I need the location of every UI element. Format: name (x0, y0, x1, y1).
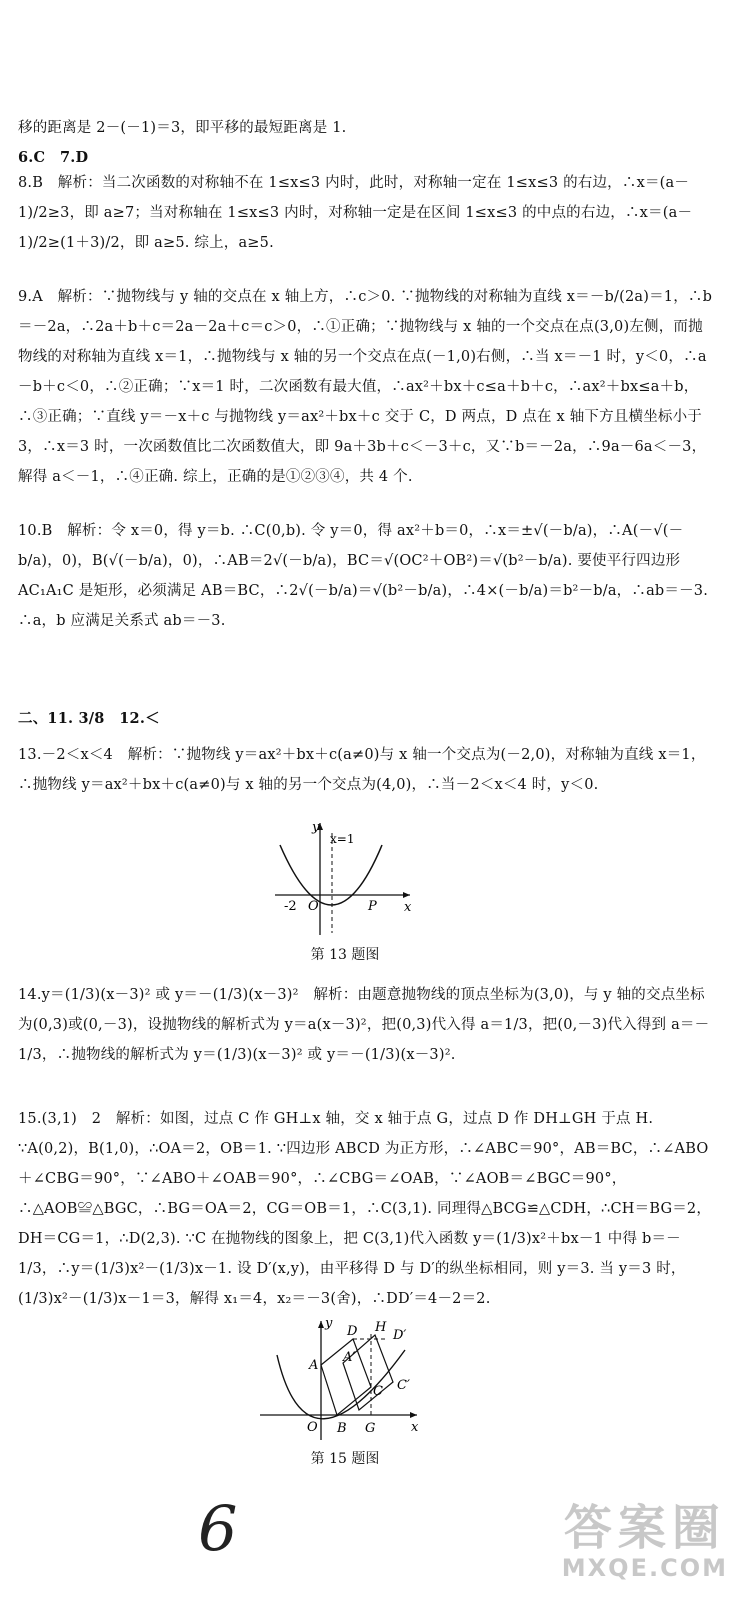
solution-14: 14.y＝(1/3)(x－3)² 或 y＝－(1/3)(x－3)² 解析：由题意抛物线的顶点坐标为(3,0)，与 y 轴的交点坐标为(0,3)或(0,－3)，设抛物线的解析式为 y＝a(x－3)²，把(0,3)代入得 a＝1/3，把(0,－3)代入得到 a＝－1/3，∴抛物线的解析式为 y＝(1/3)(x－3)² 或 y＝－(1/3)(x－3)². (18, 987, 710, 1063)
origin-label: O (308, 899, 319, 914)
y-axis-arrow (318, 1321, 324, 1328)
point-p-label: P (368, 899, 377, 914)
x-label: x (404, 900, 412, 915)
minus-two-label: -2 (284, 899, 297, 914)
point-c-label: C (373, 1384, 383, 1399)
point-a-label: A (309, 1358, 319, 1373)
y-label: y (325, 1316, 333, 1331)
answer-11-12: 二、11. 3/8 12.＜ (18, 710, 160, 727)
figure-13-caption: 第 13 题图 (310, 947, 380, 963)
solution-9: 9.A 解析：∵抛物线与 y 轴的交点在 x 轴上方，∴c＞0. ∵抛物线的对称轴为直线 x＝－b/(2a)＝1，∴b＝－2a，∴2a＋b＋c＝2a－2a＋c＝c＞0，∴①正确；∵抛物线与 x 轴的一个交点在点(3,0)左侧，而抛物线的对称轴为直线 x＝1，∴抛物线与 x 轴的另一个交点在点(－1,0)右侧，∴当 x＝－1 时，y＜0，∴a－b＋c＜0，∴②正确；∵x＝1 时，二次函数有最大值，∴ax²＋bx＋c≤a＋b＋c，∴ax²＋bx≤a＋b，∴③正确；∵直线 y＝－x＋c 与抛物线 y＝ax²＋bx＋c 交于 C，D 两点，D 点在 x 轴下方且横坐标小于 3，∴x＝3 时，一次函数值比二次函数值大，即 9a＋3b＋c＜－3＋c，又∵b＝－2a，∴9a－6a＜－3，解得 a＜－1，∴④正确. 综上，正确的是①②③④，共 4 个. (18, 289, 713, 485)
watermark-url: MXQE.COM (561, 1554, 728, 1582)
x-axis-arrow (403, 892, 410, 898)
solution-15: 15.(3,1) 2 解析：如图，过点 C 作 GH⊥x 轴，交 x 轴于点 G，过点 D 作 DH⊥GH 于点 H. ∵A(0,2)，B(1,0)，∴OA＝2，OB＝1. ∵四边形 ABCD 为正方形，∴∠ABC＝90°，AB＝BC，∴∠ABO＋∠CBG＝90°，∵∠ABO＋∠OAB＝90°，∴∠CBG＝∠OAB，∵∠AOB＝∠BGC＝90°，∴△AOB≌△BGC，∴BG＝OA＝2，CG＝OB＝1，∴C(3,1). 同理得△BCG≌△CDH，∴CH＝BG＝2，DH＝CG＝1，∴D(2,3). ∵C 在抛物线的图象上，把 C(3,1)代入函数 y＝(1/3)x²＋bx－1 中得 b＝－1/3，∴y＝(1/3)x²－(1/3)x－1. 设 D′(x,y)，由平移得 D 与 D′的纵坐标相同，则 y＝3. 当 y＝3 时，(1/3)x²－(1/3)x－1＝3，解得 x₁＝4，x₂＝－3(舍)，∴DD′＝4－2＝2. (18, 1111, 712, 1307)
watermark-title: 答案圈 (563, 1500, 726, 1556)
point-b-label: B (337, 1421, 347, 1436)
point-d-prime-label: D′ (393, 1328, 407, 1343)
parabola (277, 1350, 405, 1419)
solution-10: 10.B 解析：令 x＝0，得 y＝b. ∴C(0,b). 令 y＝0，得 ax²＋b＝0，∴x＝±√(－b/a)，∴A(－√(－b/a)，0)，B(√(－b/a)，0)，∴AB＝2√(－b/a)，BC＝√(OC²＋OB²)＝√(b²－b/a). 要使平行四边形 AC₁A₁C 是矩形，必须满足 AB＝BC，∴2√(－b/a)＝√(b²－b/a)，∴4×(－b/a)＝b²－b/a，∴ab＝－3. ∴a，b 应满足关系式 ab＝－3. (18, 523, 709, 629)
text-line-translation-distance: 移的距离是 2－(－1)＝3，即平移的最短距离是 1. (18, 120, 347, 136)
point-a-prime-label: A′ (343, 1350, 356, 1365)
square-translated (343, 1335, 393, 1410)
point-h-label: H (375, 1320, 387, 1335)
figure-13-graph (270, 815, 420, 940)
answer-6-7: 6.C 7.D (18, 149, 89, 166)
figure-15-graph (255, 1315, 435, 1445)
figure-15-caption: 第 15 题图 (310, 1451, 380, 1467)
origin-label: O (307, 1420, 318, 1435)
x-label: x (411, 1420, 419, 1435)
x-axis-arrow (410, 1412, 417, 1418)
point-d-label: D (347, 1324, 358, 1339)
parabola (280, 845, 382, 905)
solution-13: 13.－2＜x＜4 解析：∵抛物线 y＝ax²＋bx＋c(a≠0)与 x 轴一个交点为(－2,0)，对称轴为直线 x＝1，∴抛物线 y＝ax²＋bx＋c(a≠0)与 x 轴的另一个交点为(4,0)，∴当－2＜x＜4 时，y＜0. (18, 747, 706, 793)
solution-8: 8.B 解析：当二次函数的对称轴不在 1≤x≤3 内时，此时，对称轴一定在 1≤x≤3 的右边，∴x＝(a－1)/2≥3，即 a≥7；当对称轴在 1≤x≤3 内时，对称轴一定是在区间 1≤x≤3 的中点的右边，∴x＝(a－1)/2≥(1＋3)/2，即 a≥5. 综上，a≥5. (18, 175, 693, 251)
y-label: y (312, 820, 320, 835)
point-c-prime-label: C′ (397, 1378, 410, 1393)
handwritten-page-number: 6 (198, 1492, 238, 1565)
axis-equation-label: x=1 (330, 832, 355, 846)
watermark-logo (562, 1502, 728, 1582)
point-g-label: G (365, 1421, 376, 1436)
